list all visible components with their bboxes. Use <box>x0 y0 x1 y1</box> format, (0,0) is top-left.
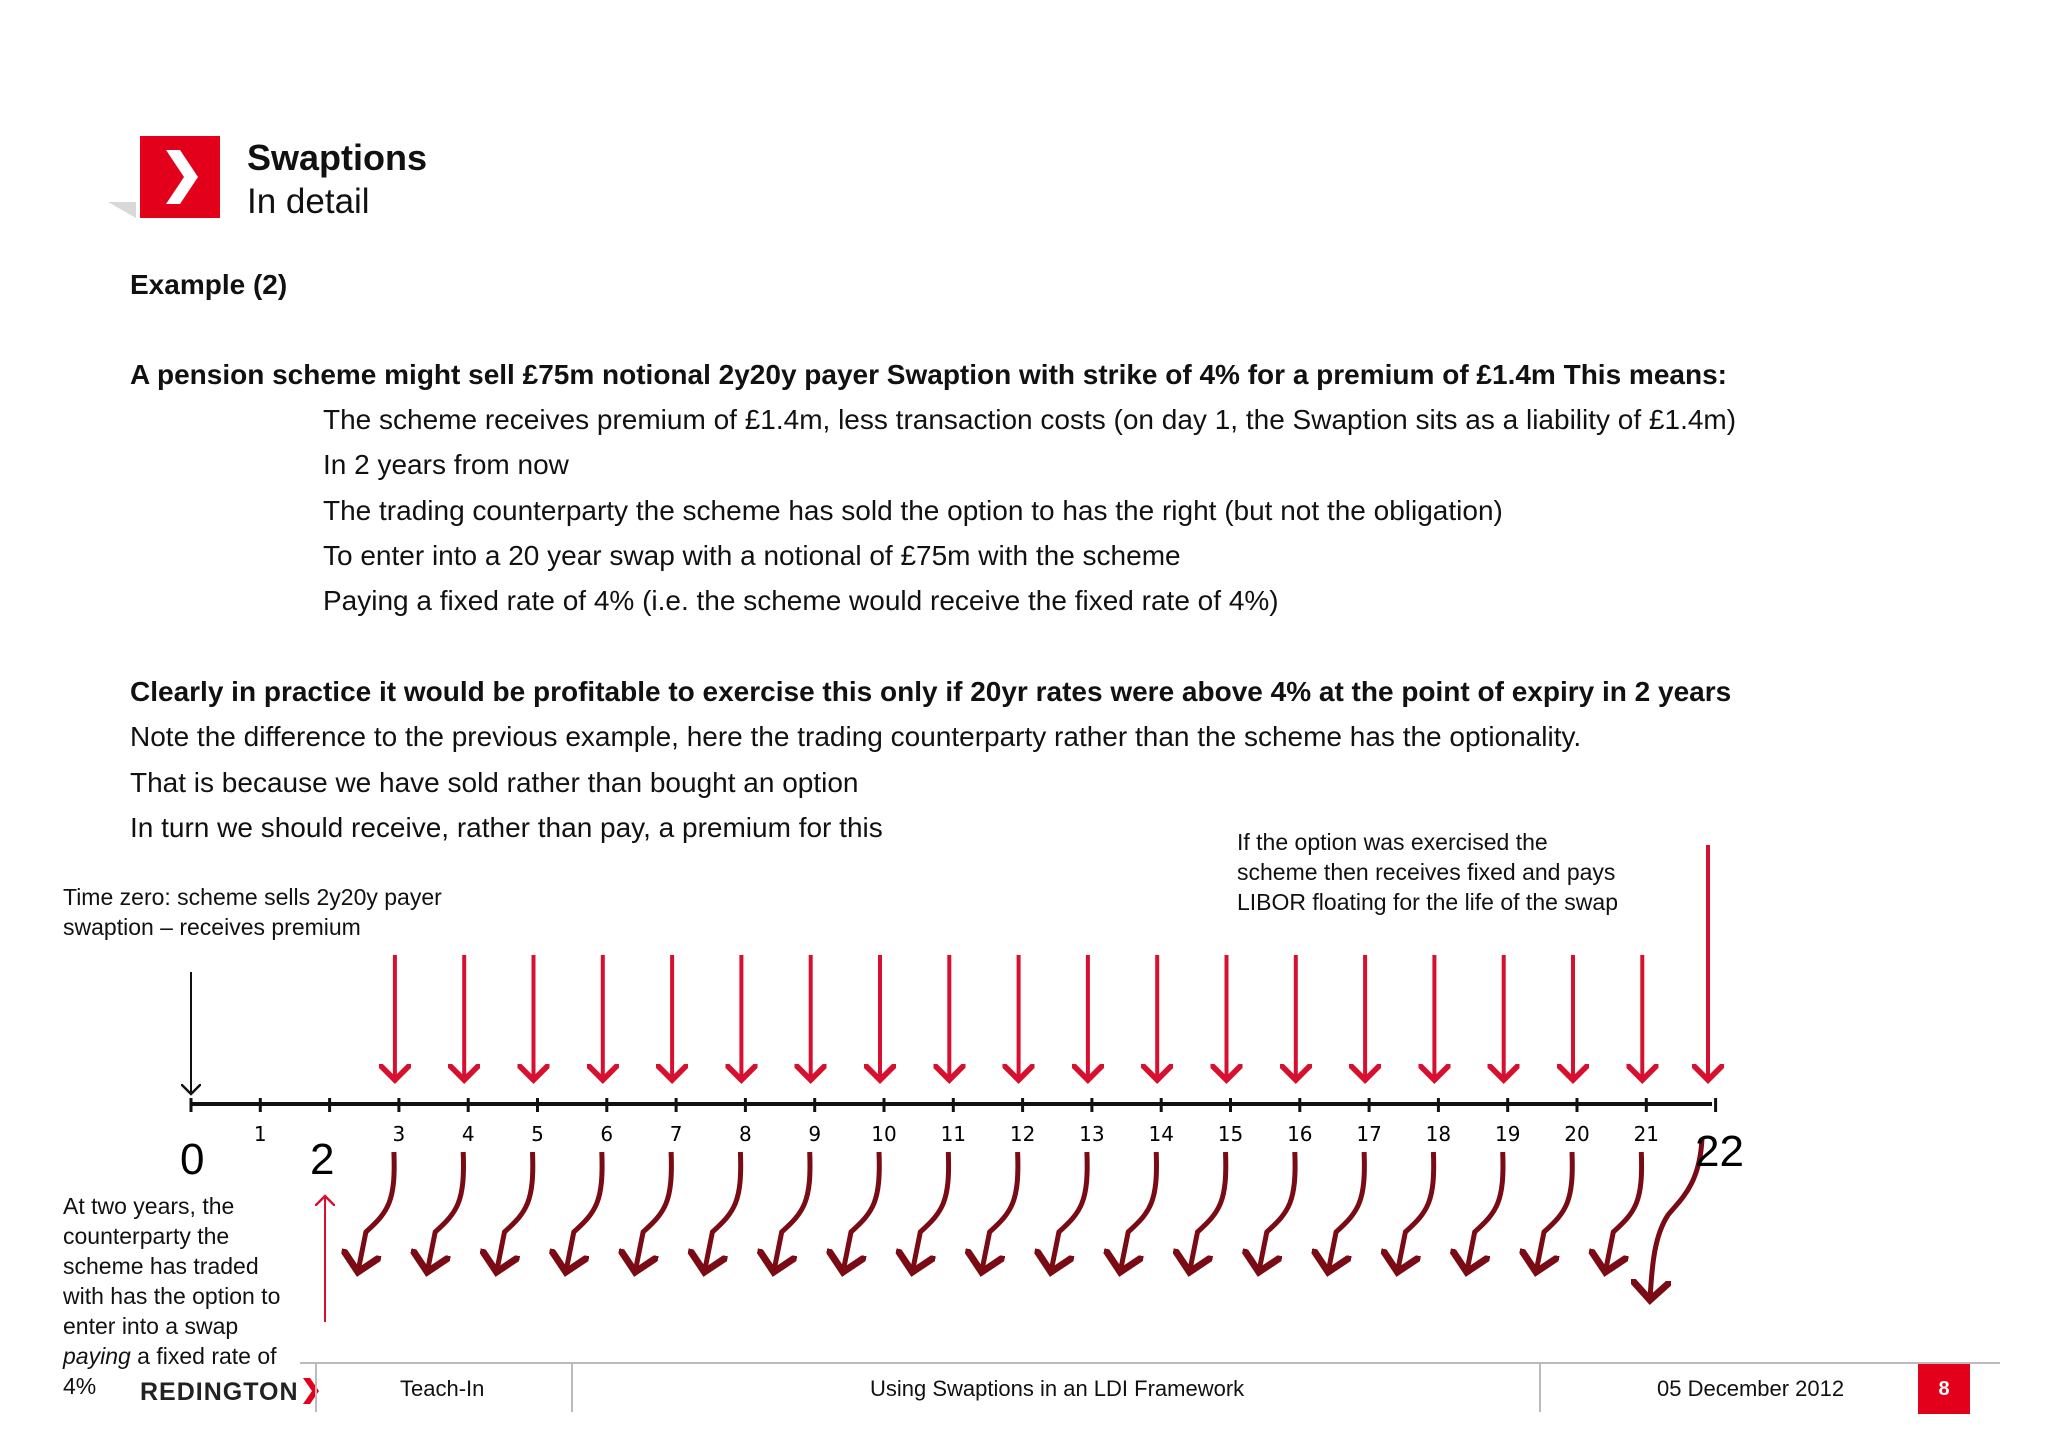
floating-payment-arrow <box>427 1152 463 1272</box>
footer-separator <box>1539 1364 1541 1412</box>
tick-label-year-5: 5 <box>531 1122 544 1146</box>
point-premium: The scheme receives premium of £1.4m, less transaction costs (on day 1, the Swaption sits as a liability of £1.4m) <box>323 404 1737 435</box>
point-timing: In 2 years from now <box>323 449 569 480</box>
footer-rule <box>300 1362 2000 1364</box>
tick-label-year-6: 6 <box>600 1122 614 1146</box>
tick-label-year-10: 10 <box>871 1122 897 1146</box>
floating-payment-arrow <box>912 1152 948 1272</box>
tick-label-year-13: 13 <box>1079 1122 1105 1146</box>
tick-label-year-1: 1 <box>253 1122 267 1146</box>
footer-separator <box>315 1364 317 1412</box>
note-receive-premium: In turn we should receive, rather than pay, a premium for this <box>130 812 883 843</box>
page-subtitle: In detail <box>247 182 370 221</box>
annotation-line: Time zero: scheme sells 2y20y payer <box>63 884 442 910</box>
tick-label-year-18: 18 <box>1425 1122 1452 1146</box>
fixed-leg-arrows <box>395 845 1708 1080</box>
annotation-line: with has the option to <box>63 1283 281 1309</box>
footer-brand <box>140 1376 321 1407</box>
floating-payment-arrow <box>358 1152 394 1272</box>
annotation-line: scheme then receives fixed and pays <box>1237 859 1616 885</box>
annotation-line: LIBOR floating for the life of the swap <box>1237 889 1618 915</box>
label-year-22: 22 <box>1695 1127 1744 1176</box>
tick-label-year-9: 9 <box>808 1122 822 1146</box>
example-heading: Example (2) <box>130 269 288 300</box>
label-year-2: 2 <box>310 1135 335 1184</box>
tick-label-year-16: 16 <box>1287 1122 1313 1146</box>
floating-payment-arrow <box>566 1152 602 1272</box>
floating-payment-arrow <box>1397 1152 1433 1272</box>
annotation-line: 4% <box>63 1373 97 1399</box>
floating-leg-arrows <box>358 1138 1702 1300</box>
floating-payment-arrow <box>704 1152 740 1272</box>
tick-label-year-11: 11 <box>940 1122 967 1146</box>
tick-label-year-8: 8 <box>739 1122 752 1146</box>
footer-date: 05 December 2012 <box>1657 1376 1845 1401</box>
brand-chevron-icon <box>301 1376 321 1406</box>
tick-label-year-3: 3 <box>392 1122 406 1146</box>
floating-payment-arrow <box>1259 1152 1295 1272</box>
annotation-rest: a fixed rate of <box>130 1343 277 1369</box>
tick-label-year-19: 19 <box>1494 1122 1521 1146</box>
page-title: Swaptions <box>247 137 428 178</box>
intro-text: A pension scheme might sell £75m notional 2y20y payer Swaption with strike of 4% for a premium of £1.4m This means: <box>130 359 1727 390</box>
point-right: The trading counterparty the scheme has sold the option to has the right (but not the obligation) <box>323 495 1503 526</box>
page-number-badge: 8 <box>1918 1364 1970 1414</box>
floating-payment-arrow <box>1467 1152 1503 1272</box>
annotation-line: If the option was exercised the <box>1237 829 1548 855</box>
floating-payment-arrow <box>497 1152 533 1272</box>
annotation-line: enter into a swap <box>63 1313 239 1339</box>
floating-payment-arrow <box>982 1152 1018 1272</box>
note-difference: Note the difference to the previous example, here the trading counterparty rather than the scheme has the optionality. <box>130 721 1582 752</box>
timeline-tick-labels <box>254 1122 1659 1146</box>
annotation-line: At two years, the <box>63 1193 235 1219</box>
footer-section: Teach-In <box>400 1376 485 1401</box>
tick-label-year-14: 14 <box>1148 1122 1174 1146</box>
tick-label-year-21: 21 <box>1633 1122 1660 1146</box>
floating-payment-arrow <box>1051 1152 1087 1272</box>
annotation-line: counterparty the <box>63 1223 230 1249</box>
floating-payment-arrow <box>1536 1152 1572 1272</box>
point-swap: To enter into a 20 year swap with a notional of £75m with the scheme <box>323 540 1181 571</box>
floating-payment-arrow <box>774 1152 810 1272</box>
floating-payment-arrow <box>1120 1152 1156 1272</box>
floating-payment-arrow <box>635 1152 671 1272</box>
footer-doc-title: Using Swaptions in an LDI Framework <box>870 1376 1245 1401</box>
tick-label-year-4: 4 <box>461 1122 475 1146</box>
floating-payment-arrow <box>1190 1152 1226 1272</box>
tick-label-year-12: 12 <box>1009 1122 1036 1146</box>
tick-label-year-20: 20 <box>1564 1122 1590 1146</box>
tick-label-year-7: 7 <box>669 1122 683 1146</box>
conclusion-text: Clearly in practice it would be profitable to exercise this only if 20yr rates were above 4% at the point of expiry in 2 years <box>130 676 1732 707</box>
annotation-line: swaption – receives premium <box>63 914 361 940</box>
note-sold: That is because we have sold rather than bought an option <box>130 767 859 798</box>
label-year-0: 0 <box>180 1135 205 1184</box>
footer-separator <box>571 1364 573 1412</box>
annotation-italic: paying <box>63 1343 131 1369</box>
floating-payment-arrow <box>843 1152 879 1272</box>
floating-payment-arrow <box>1605 1152 1641 1272</box>
annotation-line: scheme has traded <box>63 1253 259 1279</box>
tick-label-year-17: 17 <box>1356 1122 1382 1146</box>
point-fixed-rate: Paying a fixed rate of 4% (i.e. the scheme would receive the fixed rate of 4%) <box>323 585 1279 616</box>
floating-payment-arrow <box>1328 1152 1364 1272</box>
brand-name: REDINGTON <box>140 1378 299 1406</box>
tick-label-year-15: 15 <box>1217 1122 1244 1146</box>
